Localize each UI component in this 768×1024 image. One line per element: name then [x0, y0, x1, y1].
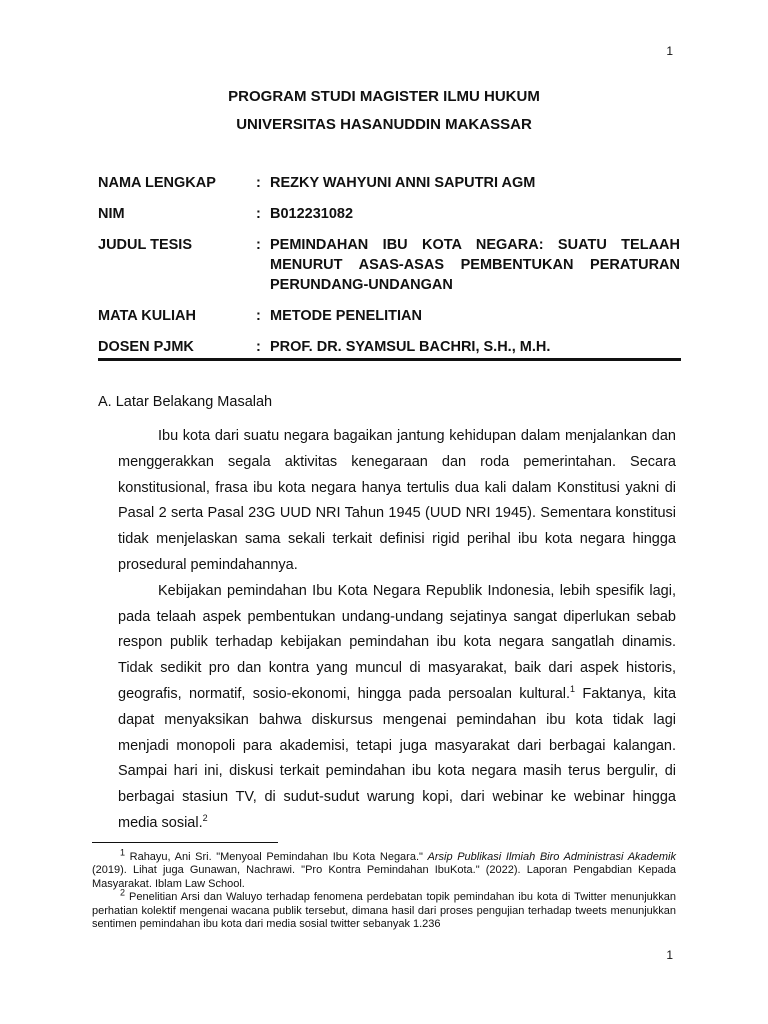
info-label: NAMA LENGKAP	[98, 175, 216, 191]
info-row-lecturer	[98, 337, 680, 357]
info-label: MATA KULIAH	[98, 308, 196, 324]
page-number-bottom: 1	[666, 948, 673, 962]
info-separator: :	[256, 339, 261, 355]
section-heading: A. Latar Belakang Masalah	[98, 394, 273, 410]
info-separator: :	[256, 308, 261, 324]
info-label: JUDUL TESIS	[98, 237, 193, 253]
footnote-ref-1: 1	[570, 684, 576, 695]
footnote-1-journal: Arsip Publikasi Ilmiah Biro Administrasi Akademik	[427, 851, 677, 863]
footnote-number: 1	[120, 847, 126, 858]
body-text	[118, 424, 676, 837]
university-title: UNIVERSITAS HASANUDDIN MAKASSAR	[236, 116, 532, 133]
page-number-top: 1	[666, 44, 673, 58]
info-row-name	[98, 173, 680, 193]
info-value: B012231082	[270, 206, 354, 222]
info-value: PEMINDAHAN IBU KOTA NEGARA: SUATU TELAAH MENURUT ASAS-ASAS PEMBENTUKAN PERATURAN PERUNDANG-UNDANGAN	[270, 237, 680, 293]
paragraph-2	[118, 579, 676, 837]
info-separator: :	[256, 206, 261, 222]
footnote-ref-2: 2	[202, 813, 208, 824]
footnote-number: 2	[120, 887, 126, 898]
footnote-2-text: Penelitian Arsi dan Waluyo terhadap fenomena perdebatan topik pemindahan ibu kota di Twitter menunjukkan perhatian kolektif mengenai wacana publik tersebut, dimana hasil dari proses pengujian terhadap tweets menunjukkan sentimen pemindahan ibu kota dari media sosial twitter sebanyak 1.236	[92, 891, 676, 931]
footnotes	[92, 847, 677, 931]
paragraph-2-part-b: Faktanya, kita dapat menyaksikan bahwa diskursus mengenai pemindahan ibu kota tidak lagi menjadi monopoli para akademisi, tetapi juga masyarakat dari berbagai kalangan. Sampai hari ini, diskusi terkait pemindahan ibu kota negara masih terus bergulir, di berbagai stasiun TV, di sudut-sudut warung kopi, dari webinar ke webinar hingga media sosial.	[118, 685, 677, 831]
info-row-thesis-title	[98, 235, 680, 295]
footnote-1-text-b: (2019). Lihat juga Gunawan, Nachrawi. "Pro Kontra Pemindahan IbuKota." (2022). Laporan Pengabdian Kepada Masyarakat. Iblam Law School.	[92, 864, 676, 890]
info-label: NIM	[98, 206, 125, 222]
info-value: REZKY WAHYUNI ANNI SAPUTRI AGM	[270, 175, 536, 191]
info-value: PROF. DR. SYAMSUL BACHRI, S.H., M.H.	[270, 339, 551, 355]
header-divider	[98, 358, 681, 361]
info-label: DOSEN PJMK	[98, 339, 194, 355]
program-title: PROGRAM STUDI MAGISTER ILMU HUKUM	[228, 88, 540, 105]
paragraph-2-part-a: Kebijakan pemindahan Ibu Kota Negara Republik Indonesia, lebih spesifik lagi, pada telaah aspek pembentukan undang-undang sejatinya sangat diperlukan sebab respon publik terhadap kebijakan pemindahan ibu kota negara sangatlah dinamis. Tidak sedikit pro dan kontra yang muncul di masyarakat, baik dari aspek historis, geografis, normatif, sosio-ekonomi, hingga pada persoalan kultural.	[118, 582, 676, 702]
footnote-1	[92, 847, 677, 891]
info-row-nim	[98, 204, 680, 224]
info-row-course	[98, 306, 680, 326]
info-separator: :	[256, 237, 261, 253]
info-value: METODE PENELITIAN	[270, 308, 422, 324]
footnote-1-text-a: Rahayu, Ani Sri. "Menyoal Pemindahan Ibu Kota Negara."	[125, 851, 428, 863]
footnote-divider	[92, 842, 278, 843]
info-separator: :	[256, 175, 261, 191]
student-info-block	[98, 173, 680, 368]
footnote-2	[92, 887, 676, 931]
paragraph-1: Ibu kota dari suatu negara bagaikan jantung kehidupan dalam menjalankan dan menggerakkan segala aktivitas kenegaraan dan roda pemerintahan. Secara konstitusional, frasa ibu kota negara hanya tertulis dua kali dalam Konstitusi yakni di Pasal 2 serta Pasal 23G UUD NRI Tahun 1945 (UUD NRI 1945). Sementara konstitusi tidak menjelaskan sama sekali terkait definisi rigid perihal ibu kota negara hingga prosedural pemindahannya.	[118, 428, 676, 573]
